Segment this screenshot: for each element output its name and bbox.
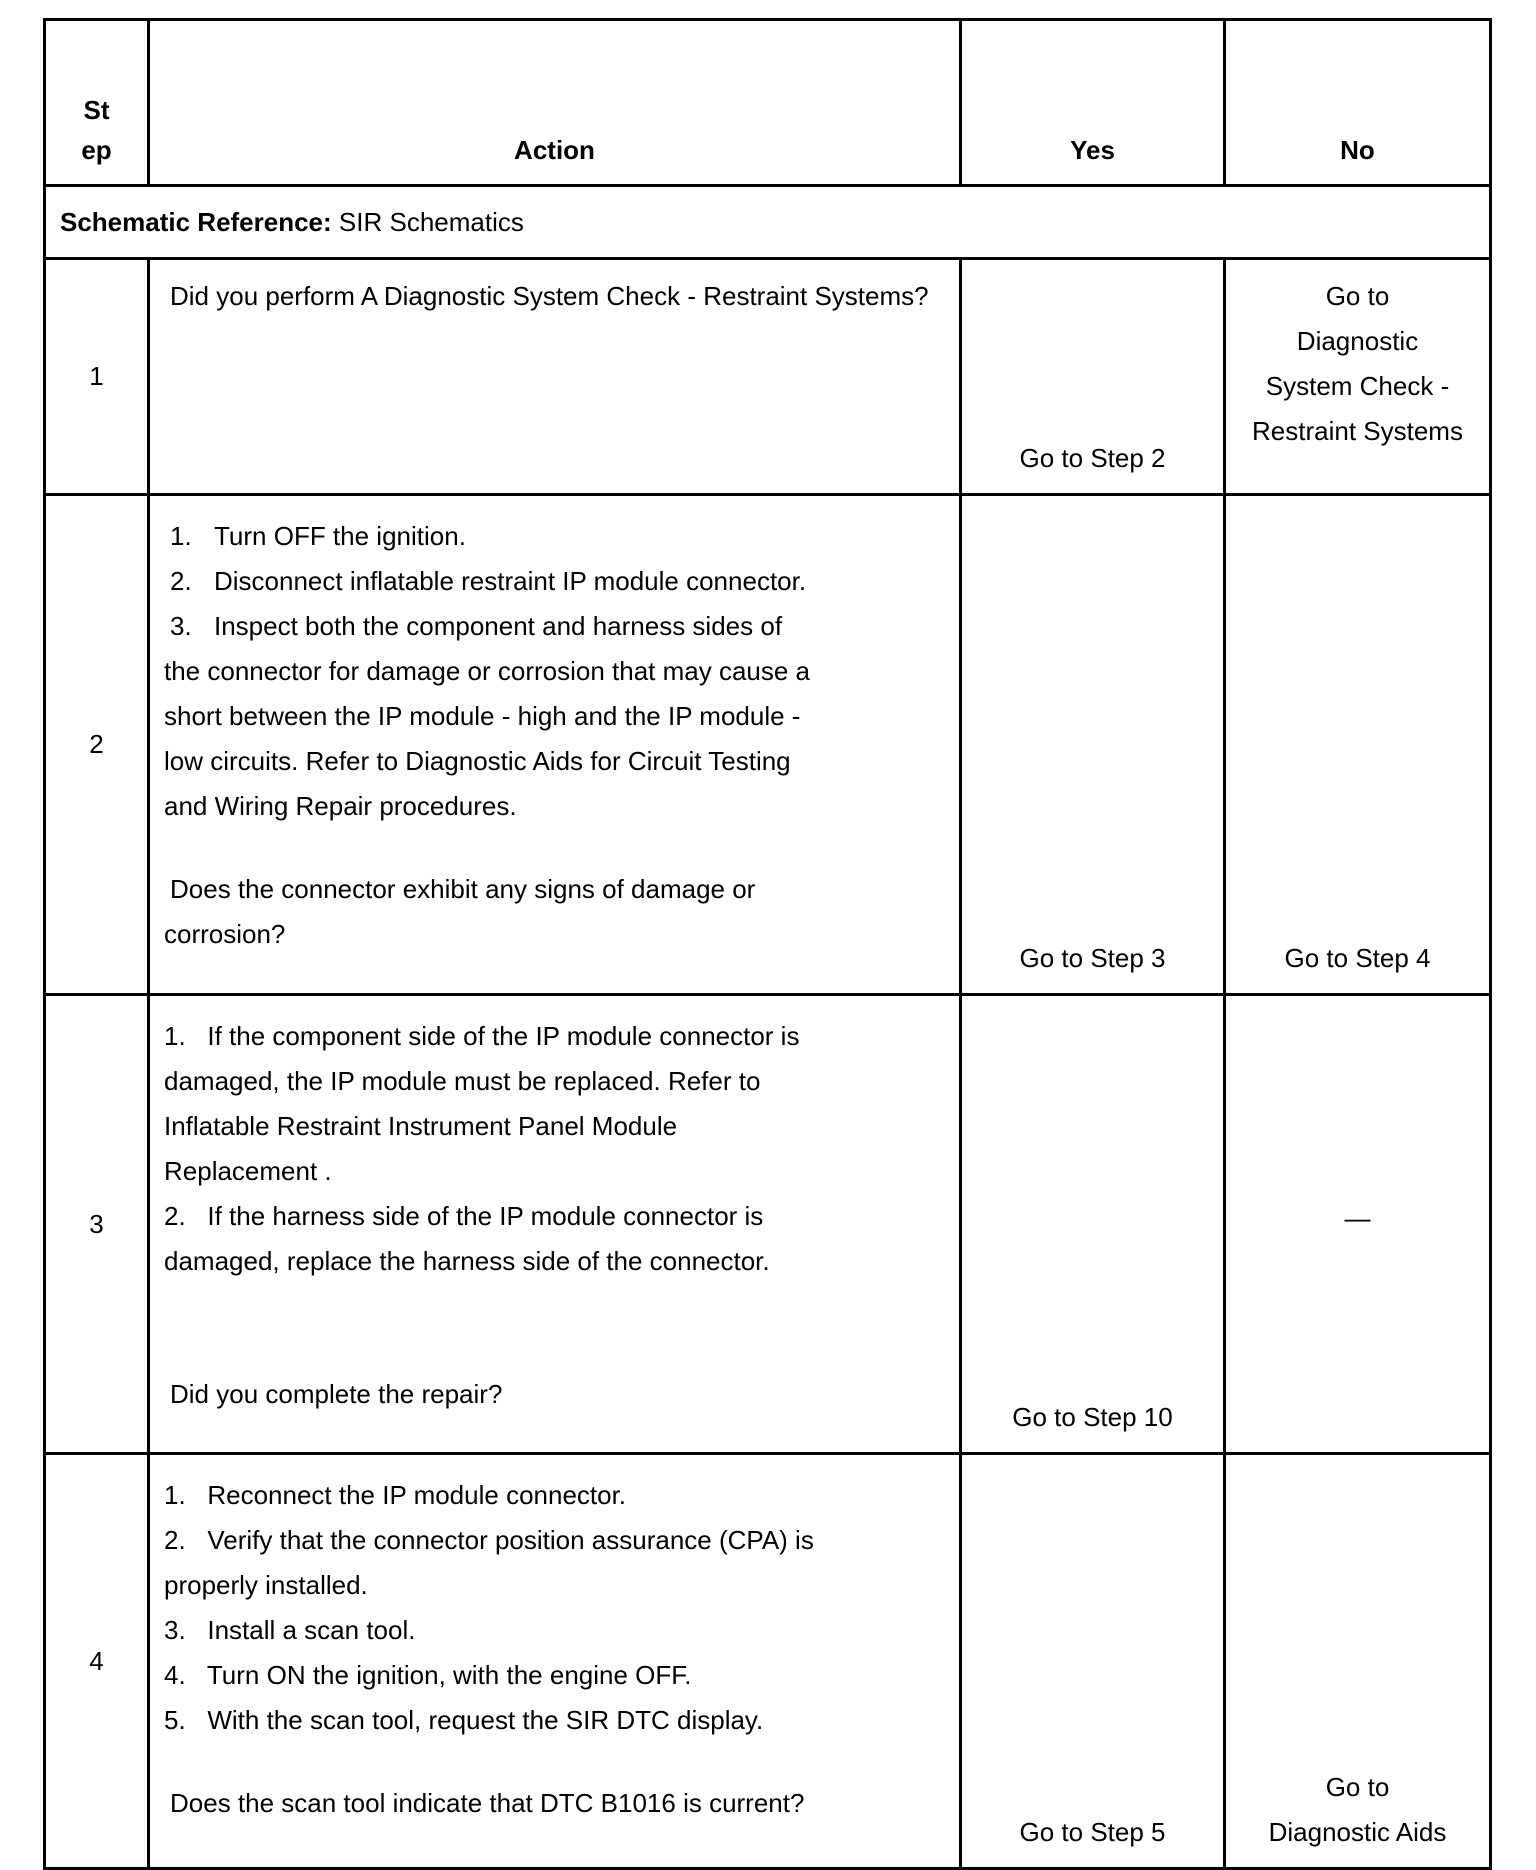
- action-line: 1. If the component side of the IP module connector is: [164, 1021, 800, 1051]
- action-line: 1. Reconnect the IP module connector.: [164, 1480, 627, 1510]
- step-no-line: Go to: [1325, 1772, 1390, 1802]
- action-line: 2. If the harness side of the IP module connector is: [164, 1201, 764, 1231]
- reference-value: SIR Schematics: [338, 206, 524, 237]
- step-no: Go to Step 4: [1225, 495, 1491, 995]
- list-text: Inspect both the component and harness sides of: [214, 611, 783, 641]
- step-yes: Go to Step 5: [961, 1454, 1225, 1869]
- schematic-reference: [45, 186, 1491, 259]
- step-yes: Go to Step 10: [961, 995, 1225, 1454]
- step-action: [149, 259, 961, 495]
- step-no-line: System Check -: [1265, 371, 1450, 401]
- step-no: [1225, 995, 1491, 1454]
- step-question: Does the scan tool indicate that DTC B1016 is current?: [170, 1788, 805, 1818]
- action-line: 5. With the scan tool, request the SIR DTC display.: [164, 1705, 764, 1735]
- list-item: [164, 514, 951, 559]
- header-action: Action: [149, 20, 961, 186]
- list-item: [164, 604, 951, 649]
- step-number: 4: [45, 1454, 149, 1869]
- list-text: Disconnect inflatable restraint IP module connector.: [214, 566, 807, 596]
- list-continuation: short between the IP module - high and the IP module -: [164, 701, 801, 731]
- list-number: 2.: [170, 566, 192, 596]
- action-line: Inflatable Restraint Instrument Panel Module: [164, 1111, 678, 1141]
- step-question: corrosion?: [164, 919, 286, 949]
- list-continuation: the connector for damage or corrosion that may cause a: [164, 656, 811, 686]
- list-item: [164, 559, 951, 604]
- action-line: properly installed.: [164, 1570, 368, 1600]
- list-continuation: low circuits. Refer to Diagnostic Aids for Circuit Testing: [164, 746, 791, 776]
- header-row: [45, 20, 1491, 186]
- list-number: 3.: [170, 611, 192, 641]
- action-line: 3. Install a scan tool.: [164, 1615, 416, 1645]
- list-text: Turn OFF the ignition.: [214, 521, 466, 551]
- header-step-line2: ep: [81, 135, 112, 165]
- step-row-4: [45, 1454, 1491, 1869]
- step-no-line: Restraint Systems: [1252, 416, 1463, 446]
- reference-label: Schematic Reference:: [60, 206, 332, 237]
- step-yes: Go to Step 2: [961, 259, 1225, 495]
- header-yes: Yes: [961, 20, 1225, 186]
- action-line: 4. Turn ON the ignition, with the engine OFF.: [164, 1660, 692, 1690]
- spacer: [164, 1284, 951, 1372]
- step-yes: Go to Step 3: [961, 495, 1225, 995]
- spacer: [164, 1743, 951, 1781]
- reference-row: [45, 186, 1491, 259]
- action-line: damaged, replace the harness side of the connector.: [164, 1246, 770, 1276]
- step-action: [149, 995, 961, 1454]
- header-no: No: [1225, 20, 1491, 186]
- action-line: 2. Verify that the connector position assurance (CPA) is: [164, 1525, 814, 1555]
- step-number: 3: [45, 995, 149, 1454]
- step-no-dash: —: [1344, 1202, 1371, 1233]
- action-line: Replacement .: [164, 1156, 332, 1186]
- diagnostic-table: [43, 18, 1492, 1870]
- step-no: [1225, 1454, 1491, 1869]
- step-no-line: Diagnostic: [1296, 326, 1419, 356]
- step-number: 1: [45, 259, 149, 495]
- step-row-1: [45, 259, 1491, 495]
- spacer: [164, 829, 951, 867]
- step-no-line: Go to: [1325, 281, 1390, 311]
- step-action: [149, 495, 961, 995]
- list-number: 1.: [170, 521, 192, 551]
- step-row-3: [45, 995, 1491, 1454]
- step-question: Does the connector exhibit any signs of damage or: [170, 874, 756, 904]
- header-step: [45, 20, 149, 186]
- header-step-line1: St: [83, 95, 110, 125]
- step-number: 2: [45, 495, 149, 995]
- step-row-2: [45, 495, 1491, 995]
- step-action: [149, 1454, 961, 1869]
- step-no-line: Diagnostic Aids: [1268, 1817, 1447, 1847]
- step-question: Did you complete the repair?: [170, 1379, 503, 1409]
- step-no: [1225, 259, 1491, 495]
- list-continuation: and Wiring Repair procedures.: [164, 791, 517, 821]
- action-line: damaged, the IP module must be replaced. Refer to: [164, 1066, 761, 1096]
- step-action-text: Did you perform A Diagnostic System Check - Restraint Systems?: [170, 281, 929, 311]
